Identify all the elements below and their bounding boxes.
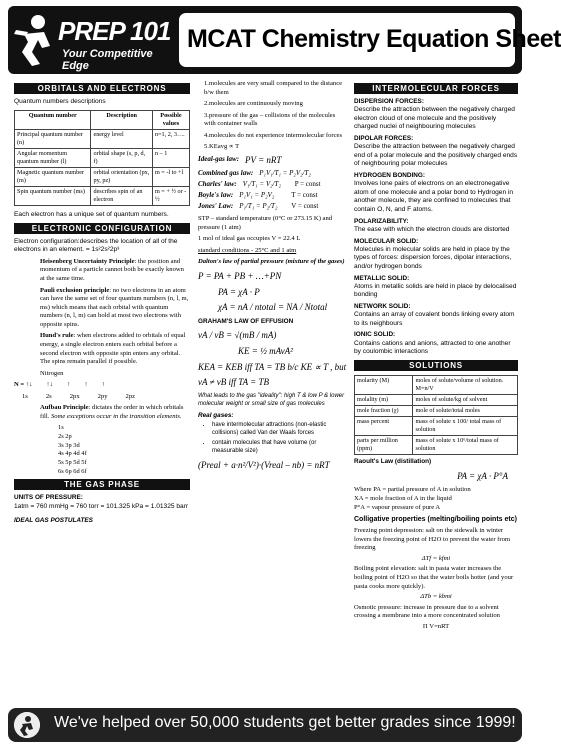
- table-header-row: [15, 110, 190, 129]
- imf-term: NETWORK SOLID:: [354, 302, 411, 310]
- table-cell: energy level: [91, 129, 152, 148]
- imf-text: Contains cations and anions, attracted to one another by coulombic interactions: [354, 339, 511, 356]
- table-cell: n=1, 2, 3….: [152, 129, 189, 148]
- config-intro: Electron configuration:describes the location of all of the electrons in an element. = 1s²2s²2p³: [14, 237, 178, 254]
- freezing-point-equation: ΔTf = kfmi: [421, 554, 451, 562]
- law-label: Ideal-gas law:: [198, 154, 240, 163]
- ideal-gas-postulates-label: IDEAL GAS POSTULATES: [14, 517, 93, 525]
- aufbau-text: : dictates the order in which orbitals fill.: [40, 404, 184, 420]
- pauli-principle: [14, 287, 190, 330]
- real-gas-points: [198, 422, 348, 456]
- postulates-list: [198, 80, 348, 152]
- table-cell: moles of solute/kg of solvent: [413, 395, 518, 406]
- imf-text: The ease with which the electron clouds are distorted: [354, 225, 510, 233]
- prep101-logo: [12, 10, 172, 70]
- orbital-labels: [14, 393, 190, 402]
- dalton-equation: χA = nA / ntotal = NA / Ntotal: [218, 302, 328, 313]
- law-row: [198, 155, 348, 167]
- table-cell: Principal quantum number (n): [15, 129, 91, 148]
- arrow-cell: N = ↑↓: [14, 381, 33, 389]
- column-middle: [198, 80, 348, 476]
- boiling-point-equation: ΔTb = kbmi: [420, 593, 452, 601]
- runner-icon: [14, 12, 58, 68]
- table-header: Quantum number: [15, 110, 91, 129]
- imf-text: Involves lone pairs of electrons on an electronegative atom of one molecule and a polar bond to Hydrogen in another molecule, they are confined to molecules that contain O, N, and F atoms.: [354, 180, 514, 214]
- list-item: 3s 3p 3d: [58, 441, 80, 449]
- definition-item: Where PA = partial pressure of A in solution: [354, 486, 471, 494]
- list-item: 3.pressure of the gas – collisions of the molecules with container walls: [204, 111, 336, 128]
- solutions-heading: SOLUTIONS: [354, 360, 518, 371]
- law-condition: V = const: [291, 201, 319, 210]
- table-row: [355, 417, 518, 436]
- imf-text: Describe the attraction between the negatively charged electron cloud of one molecule and the positively charged nuclei of neighbouring molecules: [354, 106, 515, 131]
- gas-phase-heading: THE GAS PHASE: [14, 479, 190, 490]
- quantum-note: Each electron has a unique set of quantum numbers.: [14, 211, 169, 219]
- law-equation: P₁/T₁ = P₂/T₂: [239, 201, 278, 210]
- table-row: [15, 148, 190, 167]
- table-header: Description: [91, 110, 152, 129]
- raoult-definitions: [354, 486, 518, 512]
- table-cell: orbital orientation (px, py, pz): [91, 167, 152, 186]
- list-item: 5.KEavg ∝ T: [204, 143, 240, 151]
- list-item: 5s 5p 5d 5f: [58, 459, 87, 466]
- pressure-units-text: 1atm = 760 mmHg = 760 torr = 101.325 kPa = 1.01325 barr: [14, 502, 189, 510]
- table-cell: molality (m): [355, 395, 413, 406]
- table-cell: mass of solute x 100/ total mass of solution: [413, 417, 518, 436]
- stp-text: STP – standard temperature (0°C or 273.15 K) and pressure (1 atm): [198, 215, 333, 231]
- gas-laws: [198, 155, 348, 211]
- imf-term: METALLIC SOLID:: [354, 274, 410, 282]
- footer-banner: [8, 708, 522, 742]
- van-der-waals-equation: (Preal + a·n²/V²)·(Vreal – nb) = nRT: [198, 460, 330, 471]
- orbital-label: 2s: [45, 392, 52, 400]
- table-row: [355, 436, 518, 455]
- table-cell: orbital shape (s, p, d, f): [91, 148, 152, 167]
- list-item: 4.molecules do not experience intermolecular forces: [204, 131, 343, 139]
- nitrogen-example: Nitrogen: [40, 369, 64, 377]
- imf-list: [354, 98, 518, 357]
- imf-term: POLARIZABILITY:: [354, 217, 409, 225]
- solutions-table: [354, 375, 518, 456]
- page-title: MCAT Chemistry Equation Sheet: [187, 25, 561, 53]
- arrow-cell: ↑: [101, 381, 105, 389]
- table-header: Possible values: [152, 110, 189, 129]
- graham-law-heading: GRAHAM'S LAW OF EFFUSION: [198, 317, 294, 325]
- hund-text: : when electrons added to orbitals of equal energy, a single electron enters each orbital before a second electron with opposite spin enters any orbital. The spins remain parallel if possible.: [40, 332, 186, 366]
- orbital-label: 2py: [97, 392, 108, 400]
- table-cell: Spin quantum number (ms): [15, 187, 91, 206]
- freezing-point-text: Freezing point depression: salt on the sidewalk in winter lowers the freezing point of H2O to prevent the water from freezing: [354, 527, 510, 552]
- imf-text: Molecules in molecular solids are held in place by the types of forces: dispersion forces, dipolar interactions, and/or hydrogen bonds: [354, 245, 512, 270]
- table-cell: moles of solute/volume of solution. M=n/V: [413, 375, 518, 394]
- arrow-cell: ↑: [84, 381, 88, 389]
- fill-order-list: [14, 424, 190, 476]
- list-item: 4s 4p 4d 4f: [58, 450, 87, 458]
- real-gases-label: Real gases:: [198, 411, 234, 419]
- orbitals-heading: ORBITALS AND ELECTRONS: [14, 83, 190, 94]
- law-condition: P = const: [294, 179, 321, 188]
- dalton-equation: P = PA + PB + …+PN: [198, 270, 282, 281]
- runner-icon: [14, 712, 40, 738]
- law-row: [198, 180, 348, 189]
- logo-name: PREP 101: [58, 16, 171, 46]
- graham-equation: KEA = KEB iff TA = TB b/c KE ∝ T , but: [198, 361, 347, 372]
- law-label: Boyle's law:: [198, 190, 234, 199]
- hund-term: Hund's rule: [40, 332, 74, 340]
- imf-text: Describe the attraction between the negatively charged end of a polar molecule and the positively charged ends of neighbouring polar molecules: [354, 143, 518, 168]
- graham-equation: KE = ½ mAvA²: [238, 345, 293, 356]
- definition-item: P°A = vapour pressure of pure A: [354, 503, 441, 511]
- table-cell: mass of solute x 10⁶/total mass of solution: [413, 436, 518, 455]
- graham-equation: vA ≠ vB iff TA = TB: [198, 377, 270, 388]
- standard-conditions-text: standard conditions - 25°C and 1 atm: [198, 246, 297, 254]
- pressure-units-label: UNITS OF PRESSURE:: [14, 494, 83, 502]
- heisenberg-term: Heisenberg Uncertainty Principle: [40, 257, 135, 265]
- list-item: 1s: [58, 424, 64, 432]
- law-equation: P₁V₁ = P₂V₂: [239, 190, 275, 199]
- quantum-numbers-table: [14, 110, 190, 207]
- hund-rule: [14, 332, 190, 366]
- heisenberg-principle: [14, 258, 190, 284]
- molar-volume-text: 1 mol of ideal gas occupies V = 22.4 L: [198, 235, 301, 243]
- table-row: [355, 375, 518, 394]
- colligative-heading: Colligative properties (melting/boiling points etc): [354, 516, 517, 524]
- list-item: 2s 2p: [58, 433, 72, 441]
- table-cell: molarity (M): [355, 375, 413, 394]
- pauli-text: : no two electrons in an atom can have the same set of four quantum numbers (n, l, m, ms) which means that each orbital with quantum numbers (n, l, m) can hold at most two electrons with opposite spins.: [40, 286, 189, 328]
- aufbau-note: Some exceptions occur in the transition elements.: [51, 412, 182, 420]
- title-box: [176, 10, 561, 70]
- osmotic-pressure-text: Osmotic pressure: increase in pressure due to a solvent crossing a membrane into a more concentrated solution: [354, 603, 500, 620]
- dalton-law-label: Dalton's law of partial pressure (mixture of the gases): [198, 258, 345, 266]
- table-cell: Angular momentum quantum number (l): [15, 148, 91, 167]
- imf-term: IONIC SOLID:: [354, 331, 396, 339]
- arrow-cell: ↑↓: [46, 381, 54, 389]
- config-heading: ELECTRONIC CONFIGURATION: [14, 223, 190, 234]
- law-row: [198, 191, 348, 200]
- imf-text: Atoms in metallic solids are held in place by delocalised bonding: [354, 282, 517, 299]
- table-cell: Magnetic quantum number (m): [15, 167, 91, 186]
- table-cell: mole of solute/total moles: [413, 406, 518, 417]
- law-condition: T = const: [291, 190, 318, 199]
- table-row: [15, 129, 190, 148]
- table-cell: mass percent: [355, 417, 413, 436]
- law-label: Combined gas law:: [198, 168, 254, 177]
- ideality-note: What leads to the gas "ideality": high T & low P & lower molecular weight or small size of gas molecules: [198, 392, 345, 407]
- graham-equation: vA / vB = √(mB / mA): [198, 330, 277, 341]
- table-cell: m = -l to +l: [152, 167, 189, 186]
- aufbau-term: Aufbau Principle: [40, 404, 89, 412]
- aufbau-principle: [14, 404, 190, 421]
- heisenberg-text: : the position and momentum of a particle cannot both be exactly known at the same time.: [40, 257, 184, 282]
- raoult-equation: PA = χA · P°A: [457, 470, 508, 481]
- imf-term: HYDROGEN BONDING:: [354, 172, 426, 180]
- imf-term: DISPERSION FORCES:: [354, 98, 424, 105]
- osmotic-pressure-equation: Π V=nRT: [422, 622, 450, 630]
- orbital-label: 2px: [69, 392, 80, 400]
- orbital-label: 1s: [22, 392, 28, 400]
- table-row: [355, 395, 518, 406]
- imf-term: DIPOLAR FORCES:: [354, 135, 414, 143]
- law-equation: V₁/T₁ = V₂/T₂: [242, 179, 281, 188]
- imf-text: Contains an array of covalent bonds linking every atom to its neighbours: [354, 311, 515, 327]
- boiling-point-text: Boiling point elevation: salt in pasta water increases the boiling point of H2O so that the water boils hotter (and your pasta cooks more quickly).: [354, 565, 514, 590]
- definition-item: XA = mole fraction of A in the liquid: [354, 494, 452, 502]
- header-banner: [8, 6, 561, 74]
- orbitals-intro: Quantum numbers descriptions: [14, 98, 106, 105]
- orbital-arrows: [14, 381, 190, 390]
- table-cell: n – 1: [152, 148, 189, 167]
- table-cell: mole fraction (χ): [355, 406, 413, 417]
- colligative-section: [354, 527, 518, 631]
- column-right: [354, 80, 518, 633]
- list-item: 6s 6p 6d 6f: [58, 467, 87, 475]
- column-left: [14, 80, 190, 526]
- table-row: [15, 187, 190, 206]
- list-item: • have intermolecular attractions (non-elastic collisions) called Van der Waals forces: [212, 422, 348, 438]
- list-item: • contain molecules that have volume (or measurable size): [212, 440, 348, 456]
- table-row: [15, 167, 190, 186]
- law-equation: P₁V₁/T₁ = P₂V₂/T₂: [259, 168, 311, 177]
- law-label: Charles' law:: [198, 179, 237, 188]
- arrow-cell: ↑: [67, 381, 71, 389]
- raoult-law-label: Raoult's Law (distillation): [354, 458, 432, 466]
- table-cell: describes spin of an electron: [91, 187, 152, 206]
- orbital-label: 2pz: [125, 392, 136, 400]
- table-cell: m = + ½ or - ½: [152, 187, 189, 206]
- list-item: 2.molecules are continuously moving: [204, 100, 303, 108]
- table-cell: parts per million (ppm): [355, 436, 413, 455]
- imf-heading: INTERMOLECULAR FORCES: [354, 83, 518, 94]
- law-row: [198, 169, 348, 178]
- footer-slogan: We've helped over 50,000 students get better grades since 1999!: [54, 714, 516, 731]
- law-row: [198, 202, 348, 211]
- imf-term: MOLECULAR SOLID:: [354, 237, 419, 245]
- law-label: Jones' Law:: [198, 201, 234, 210]
- pauli-term: Pauli exclusion principle: [40, 286, 110, 294]
- logo-tagline: Your Competitive Edge: [62, 48, 153, 72]
- table-row: [355, 406, 518, 417]
- list-item: 1.molecules are very small compared to the distance b/w them: [204, 80, 343, 96]
- law-equation: PV = nRT: [245, 154, 282, 165]
- dalton-equation: PA = χA · P: [218, 286, 260, 297]
